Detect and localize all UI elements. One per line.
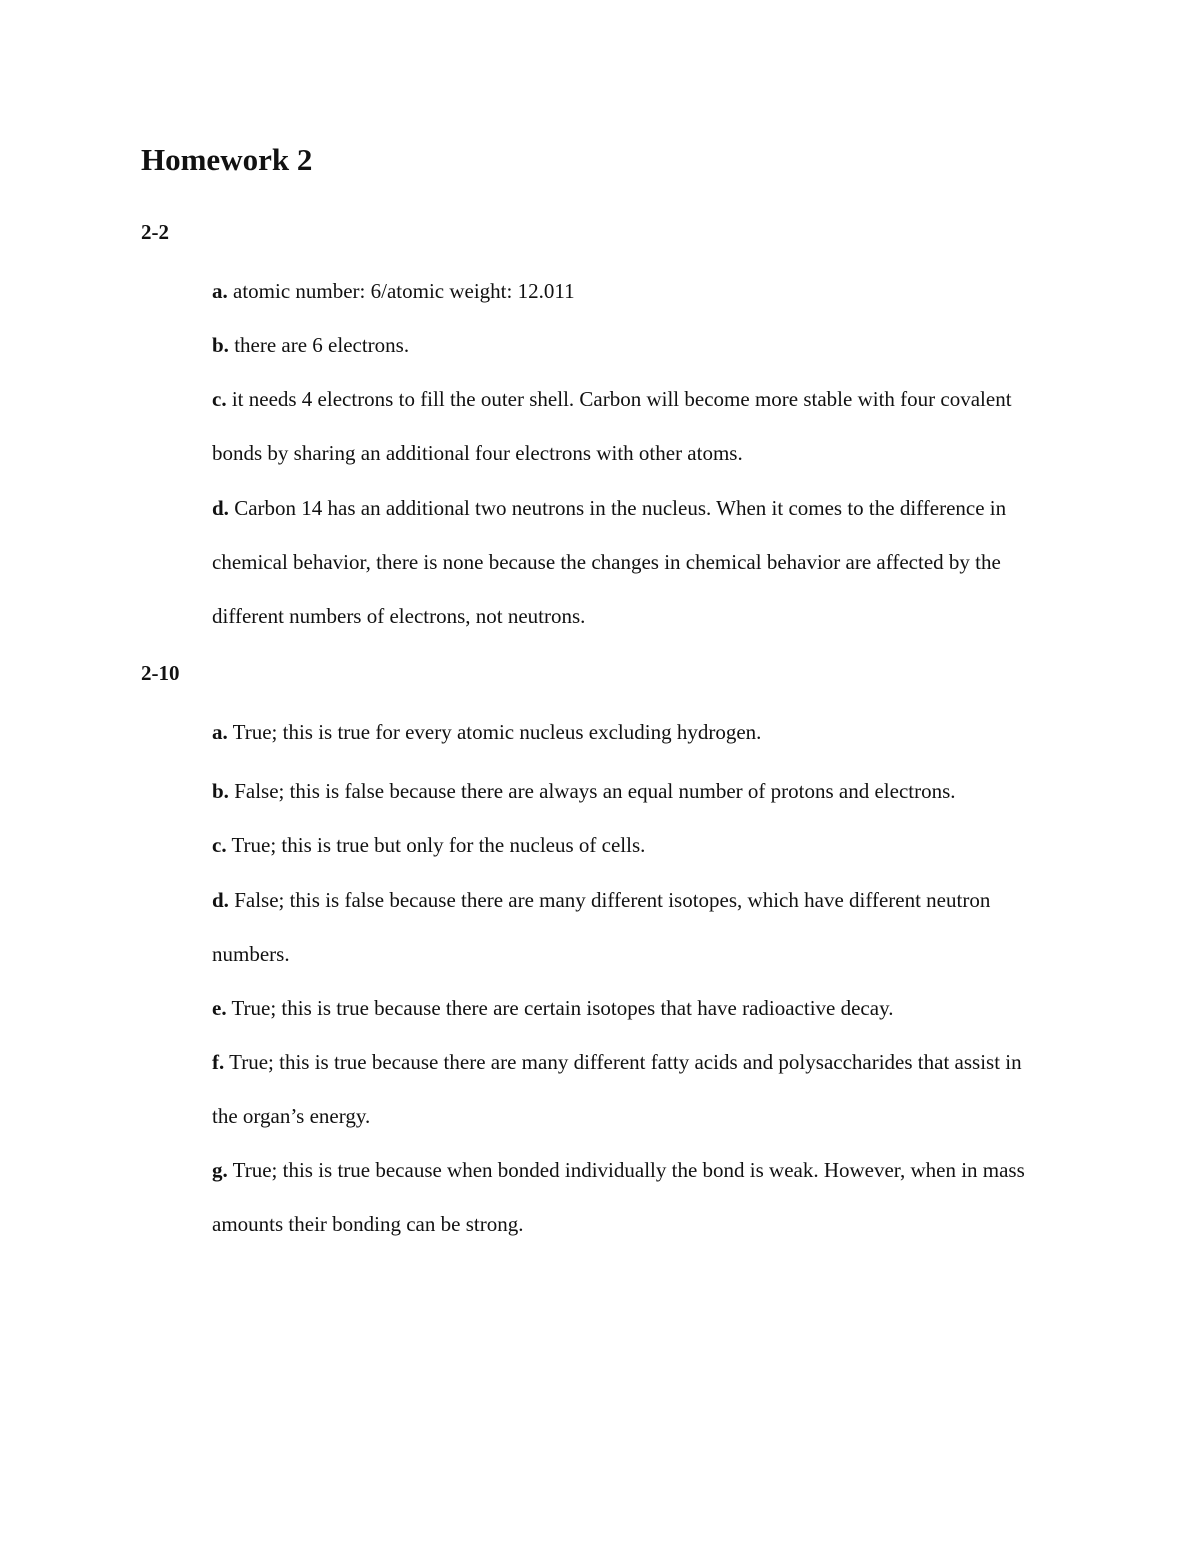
item-text: atomic number: 6/atomic weight: 12.011 (227, 279, 575, 303)
item-letter: c. (212, 387, 227, 411)
item-text: True; this is true because there are many different fatty acids and polysaccharides that assist in the organ’s energy. (212, 1050, 1022, 1128)
item-letter: d. (212, 888, 229, 912)
answer-2-10-c (212, 818, 1072, 872)
answer-2-2-a (212, 264, 1072, 318)
item-text: True; this is true but only for the nucleus of cells. (226, 833, 646, 857)
item-text: Carbon 14 has an additional two neutrons in the nucleus. When it comes to the difference in chemical behavior, there is none because the changes in chemical behavior are affected by the different numbers of electrons, not neutrons. (212, 496, 1007, 628)
section-heading-2-2: 2-2 (141, 220, 169, 244)
item-text: True; this is true for every atomic nucleus excluding hydrogen. (227, 720, 762, 744)
answer-2-2-c (212, 372, 1032, 480)
item-letter: a. (212, 279, 228, 303)
answer-2-10-d (212, 873, 1022, 981)
answer-2-10-a (212, 705, 1072, 759)
item-text: there are 6 electrons. (228, 333, 410, 357)
item-text: it needs 4 electrons to fill the outer shell. Carbon will become more stable with four covalent bonds by sharing an additional four electrons with other atoms. (212, 387, 1012, 465)
answer-2-10-f (212, 1035, 1052, 1143)
item-text: False; this is false because there are always an equal number of protons and electrons. (228, 779, 956, 803)
page-title: Homework 2 (141, 142, 313, 177)
answer-2-10-g (212, 1143, 1062, 1251)
answer-2-2-b (212, 318, 1072, 372)
item-letter: c. (212, 833, 227, 857)
item-text: False; this is false because there are many different isotopes, which have different neutron numbers. (212, 888, 991, 966)
item-letter: d. (212, 496, 229, 520)
answer-2-2-d (212, 481, 1052, 643)
item-text: True; this is true because when bonded individually the bond is weak. However, when in mass amounts their bonding can be strong. (212, 1158, 1025, 1236)
item-letter: e. (212, 996, 227, 1020)
section-heading-2-10: 2-10 (141, 661, 180, 685)
item-letter: a. (212, 720, 228, 744)
item-letter: f. (212, 1050, 225, 1074)
answer-2-10-e (212, 981, 1072, 1035)
item-letter: b. (212, 333, 229, 357)
item-text: True; this is true because there are certain isotopes that have radioactive decay. (226, 996, 894, 1020)
item-letter: g. (212, 1158, 228, 1182)
answer-2-10-b (212, 764, 1072, 818)
item-letter: b. (212, 779, 229, 803)
